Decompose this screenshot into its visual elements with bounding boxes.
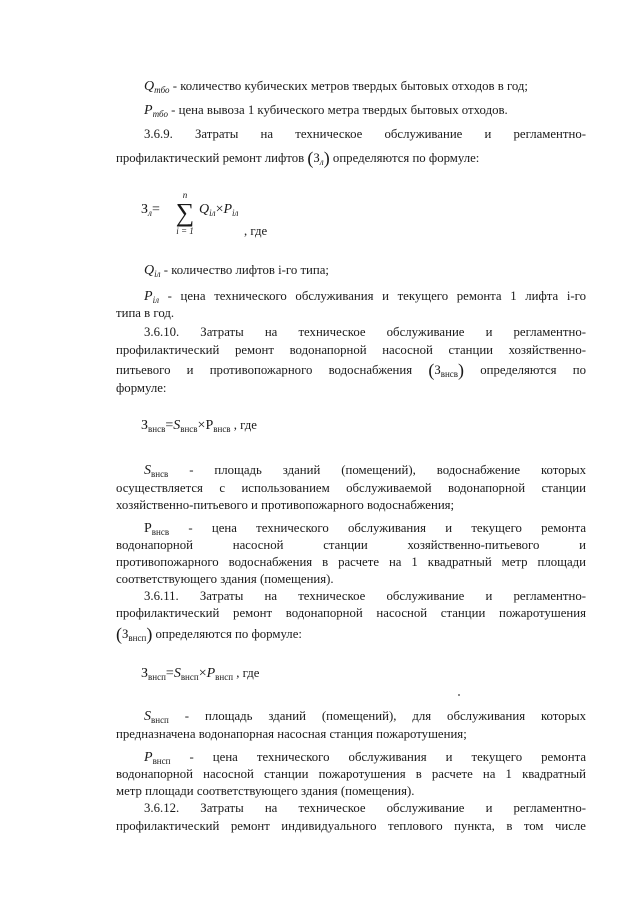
symbol-z: З [434, 363, 441, 377]
formula-symbol: З [141, 202, 149, 217]
symbol-subscript: внсв [151, 469, 169, 479]
definition-s-vnsv-line1 [144, 462, 586, 479]
formula-symbol: P [206, 666, 216, 681]
definition-p-il-line1 [144, 288, 586, 305]
formula-subscript: л [148, 208, 152, 218]
formula-water-supply [141, 418, 257, 434]
definition-s-vnsv-line3: хозяйственно-питьевого и противопожарного водоснабжения; [116, 498, 455, 512]
definition-text: - цена технического обслуживания и текущего ремонта [169, 521, 586, 535]
formula-symbol: З [141, 418, 149, 433]
times-sign: × [215, 202, 224, 217]
symbol-subscript: iл [152, 295, 159, 305]
section-3-6-9-line2: профилактический ремонт лифтов $(З_л)$ определяются по формуле: [116, 148, 480, 168]
text: профилактический ремонт лифтов [116, 151, 308, 165]
equals-sign: = [165, 666, 174, 681]
symbol-s: S [144, 463, 151, 478]
text: определяются по [464, 363, 586, 377]
definition-q-il [144, 262, 586, 279]
formula-subscript: внсп [215, 672, 234, 682]
text: определяются по формуле: [329, 151, 480, 165]
definition-text: - площадь зданий (помещений), для обслуживания которых [168, 709, 586, 723]
formula-lifts-rhs [199, 202, 238, 218]
section-3-6-10-line3: питьевого и противопожарного водоснабжения $(З_{внсв})$ определяются по [116, 360, 586, 380]
symbol-subscript: внсп [151, 715, 169, 725]
symbol-z: З [313, 151, 320, 165]
formula-symbol: S [173, 418, 181, 433]
symbol-s: S [144, 709, 151, 724]
section-3-6-12-line2: профилактический ремонт индивидуального теплового пункта, в том числе [116, 819, 586, 833]
section-3-6-11-line3: $(З_{внсп})$ определяются по формуле: [116, 624, 302, 644]
times-sign: × [197, 418, 206, 433]
formula-lifts-lhs [141, 202, 160, 218]
symbol-p: P [144, 103, 153, 118]
symbol-z: З [122, 627, 129, 641]
formula-subscript: внсв [148, 424, 166, 434]
symbol-subscript: внсв [151, 527, 170, 537]
definition-text: - цена технического обслуживания и текущего ремонта [170, 750, 586, 764]
sum-upper-limit: n [182, 190, 188, 200]
section-3-6-10-line2: профилактический ремонт водонапорной насосной станции хозяйственно- [116, 343, 586, 357]
text: определяются по формуле: [152, 627, 302, 641]
section-3-6-11-line1: 3.6.11. Затраты на техническое обслуживание и регламентно- [144, 589, 586, 603]
sum-operator [172, 190, 198, 236]
section-3-6-10-line1: 3.6.10. Затраты на техническое обслуживание и регламентно- [144, 325, 586, 339]
definition-s-vnsv-line2: осуществляется с использованием обслуживаемой водонапорной станции [116, 481, 586, 495]
formula-where: , где [244, 224, 268, 238]
definition-p-vnsp-line3: метр площади соответствующего здания (помещения). [116, 784, 415, 798]
section-3-6-11-line2: профилактический ремонт водонапорной насосной станции пожаротушения [116, 606, 586, 620]
definition-p-vnsv-line1 [144, 520, 586, 537]
formula-symbol: P [223, 202, 233, 217]
symbol-p: P [144, 289, 153, 304]
formula-symbol: Q [199, 202, 210, 217]
definition-text: - цена технического обслуживания и текущего ремонта 1 лифта i-го [159, 289, 586, 303]
formula-subscript: iл [209, 208, 216, 218]
formula-fire-pump [141, 666, 259, 682]
formula-subscript: iл [232, 208, 239, 218]
definition-text: - количество лифтов i-го типа; [160, 263, 329, 277]
definition-p-vnsp-line2: водонапорной насосной станции пожаротушения в расчете на 1 квадратный [116, 767, 586, 781]
symbol-subscript: внсп [152, 756, 171, 766]
sigma-icon: ∑ [175, 198, 195, 227]
formula-subscript: внсв [213, 424, 231, 434]
formula-symbol: З [141, 666, 149, 681]
definition-p-vnsv-line4: соответствующего здания (помещения). [116, 572, 334, 586]
definition-p-il-line2: типа в год. [116, 306, 175, 320]
symbol-subscript: тбо [154, 85, 170, 95]
section-3-6-10-line4: формуле: [116, 381, 167, 395]
definition-p-vnsv-line2: водонапорной насосной станции хозяйственно-питьевого и [116, 538, 586, 552]
symbol-subscript: л [319, 157, 324, 167]
formula-where: , где [230, 418, 257, 432]
symbol-subscript: внсв [440, 369, 459, 379]
definition-s-vnsp-line1 [144, 708, 586, 725]
times-sign: × [198, 666, 207, 681]
text: питьевого и противопожарного водоснабжения [116, 363, 429, 377]
scan-speck [458, 694, 460, 696]
definition-text: - цена вывоза 1 кубического метра твердых бытовых отходов. [167, 103, 508, 117]
definition-s-vnsp-line2: предназначена водонапорная насосная станция пожаротушения; [116, 727, 467, 741]
symbol-subscript: тбо [152, 109, 168, 119]
definition-text: - площадь зданий (помещений), водоснабжение которых [168, 463, 586, 477]
section-3-6-9-line1: 3.6.9. Затраты на техническое обслуживание и регламентно- [144, 127, 586, 141]
formula-subscript: внсв [180, 424, 198, 434]
formula-symbol: P [205, 418, 214, 433]
equals-sign: = [165, 418, 174, 433]
symbol-q: Q [144, 79, 155, 94]
symbol-subscript: iл [154, 269, 161, 279]
formula-where: , где [233, 666, 260, 680]
formula-symbol: S [173, 666, 181, 681]
definition-q-tbo [144, 78, 586, 95]
definition-p-tbo [144, 102, 586, 119]
symbol-p: P [144, 521, 152, 536]
sum-lower-limit: i = 1 [176, 226, 194, 236]
formula-subscript: внсп [148, 672, 166, 682]
formula-subscript: внсп [180, 672, 199, 682]
definition-p-vnsv-line3: противопожарного водоснабжения в расчете на 1 квадратный метр площади [116, 555, 586, 569]
definition-p-vnsp-line1 [144, 749, 586, 766]
symbol-q: Q [144, 263, 155, 278]
equals-sign: = [151, 202, 160, 217]
definition-text: - количество кубических метров твердых бытовых отходов в год; [169, 79, 528, 93]
section-3-6-12-line1: 3.6.12. Затраты на техническое обслуживание и регламентно- [144, 801, 586, 815]
symbol-p: P [144, 750, 153, 765]
symbol-subscript: внсп [128, 633, 147, 643]
